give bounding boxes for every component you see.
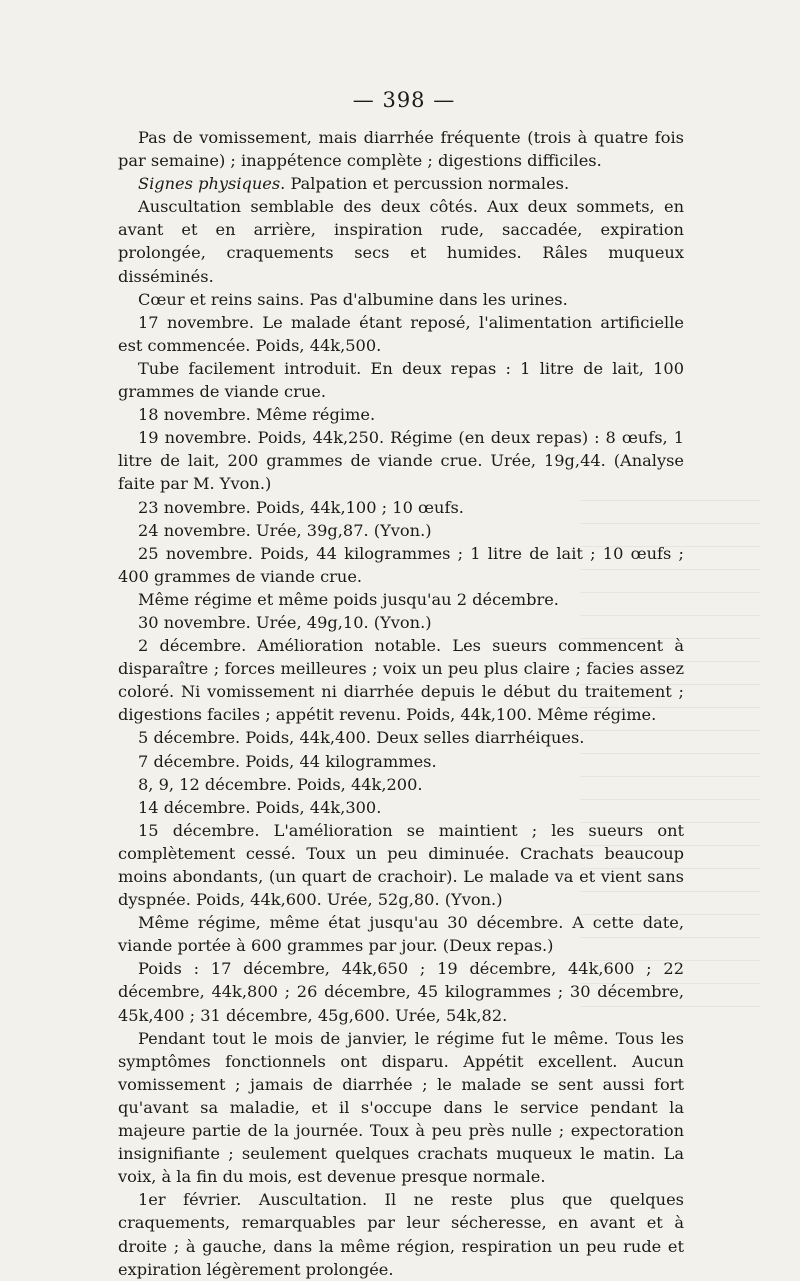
paragraph: 19 novembre. Poids, 44k,250. Régime (en deux repas) : 8 œufs, 1 litre de lait, 200 grammes de viande crue. Urée, 19g,44. (Analyse faite par M. Yvon.): [118, 428, 684, 494]
paragraph: [118, 172, 684, 195]
paragraph: 2 décembre. Amélioration notable. Les sueurs commencent à disparaître ; forces meilleures ; voix un peu plus claire ; facies assez coloré. Ni vomissement ni diarrhée depuis le début du traitement ; digestions faciles ; appétit revenu. Poids, 44k,100. Même régime.: [118, 636, 684, 725]
paragraph: Même régime et même poids jusqu'au 2 décembre.: [138, 589, 559, 609]
paragraph: 17 novembre. Le malade étant reposé, l'alimentation artificielle est commencée. Poids, 44k,500.: [118, 312, 684, 355]
paragraph: Même régime, même état jusqu'au 30 décembre. A cette date, viande portée à 600 grammes par jour. (Deux repas.): [118, 913, 684, 956]
body-text: [118, 126, 684, 1281]
paragraph: Tube facilement introduit. En deux repas : 1 litre de lait, 100 grammes de viande crue.: [118, 358, 684, 402]
paragraph: Poids : 17 décembre, 44k,650 ; 19 décembre, 44k,600 ; 22 décembre, 44k,800 ; 26 décembre, 45 kilogrammes ; 30 décembre, 45k,400 ; 31 décembre, 45g,600. Urée, 54k,82.: [118, 959, 684, 1025]
paragraph: 7 décembre. Poids, 44 kilogrammes.: [138, 751, 437, 771]
paragraph: 5 décembre. Poids, 44k,400. Deux selles diarrhéiques.: [138, 728, 585, 748]
paragraph: Pendant tout le mois de janvier, le régime fut le même. Tous les symptômes fonctionnels ont disparu. Appétit excellent. Aucun vomissement ; jamais de diarrhée ; le malade se sent aussi fort qu'avant sa maladie, et il s'occupe dans le service pendant la majeure partie de la journée. Toux à peu près nulle ; expectoration insignifiante ; seulement quelques crachats muqueux le matin. La voix, à la fin du mois, est devenue presque normale.: [118, 1028, 684, 1187]
paragraph: 8, 9, 12 décembre. Poids, 44k,200.: [138, 774, 423, 794]
paragraph: 25 novembre. Poids, 44 kilogrammes ; 1 litre de lait ; 10 œufs ; 400 grammes de viande crue.: [118, 543, 684, 586]
paragraph-text: Palpation et percussion normales.: [285, 174, 570, 194]
paragraph: Cœur et reins sains. Pas d'albumine dans les urines.: [138, 289, 568, 309]
paragraph: 14 décembre. Poids, 44k,300.: [138, 797, 382, 817]
paragraph-lead: Signes physiques.: [138, 174, 286, 194]
paragraph: 15 décembre. L'amélioration se maintient ; les sueurs ont complètement cessé. Toux un peu diminuée. Crachats beaucoup moins abondants, (un quart de crachoir). Le malade va et vient sans dyspnée. Poids, 44k,600. Urée, 52g,80. (Yvon.): [118, 820, 684, 910]
paragraph: 30 novembre. Urée, 49g,10. (Yvon.): [138, 612, 432, 632]
paragraph: 1er février. Auscultation. Il ne reste plus que quelques craquements, remarquables par leur sécheresse, en avant et à droite ; à gauche, dans la même région, respiration un peu rude et expiration légèrement prolongée.: [118, 1190, 684, 1279]
paragraph: Pas de vomissement, mais diarrhée fréquente (trois à quatre fois par semaine) ; inappétence complète ; digestions difficiles.: [118, 128, 684, 171]
page-number: — 398 —: [352, 88, 456, 112]
paragraph: Auscultation semblable des deux côtés. Aux deux sommets, en avant et en arrière, inspiration rude, saccadée, expiration prolongée, craquements secs et humides. Râles muqueux disséminés.: [118, 197, 684, 286]
paragraph: 23 novembre. Poids, 44k,100 ; 10 œufs.: [138, 497, 464, 517]
paragraph: 18 novembre. Même régime.: [138, 405, 376, 425]
paragraph: 24 novembre. Urée, 39g,87. (Yvon.): [138, 520, 432, 540]
